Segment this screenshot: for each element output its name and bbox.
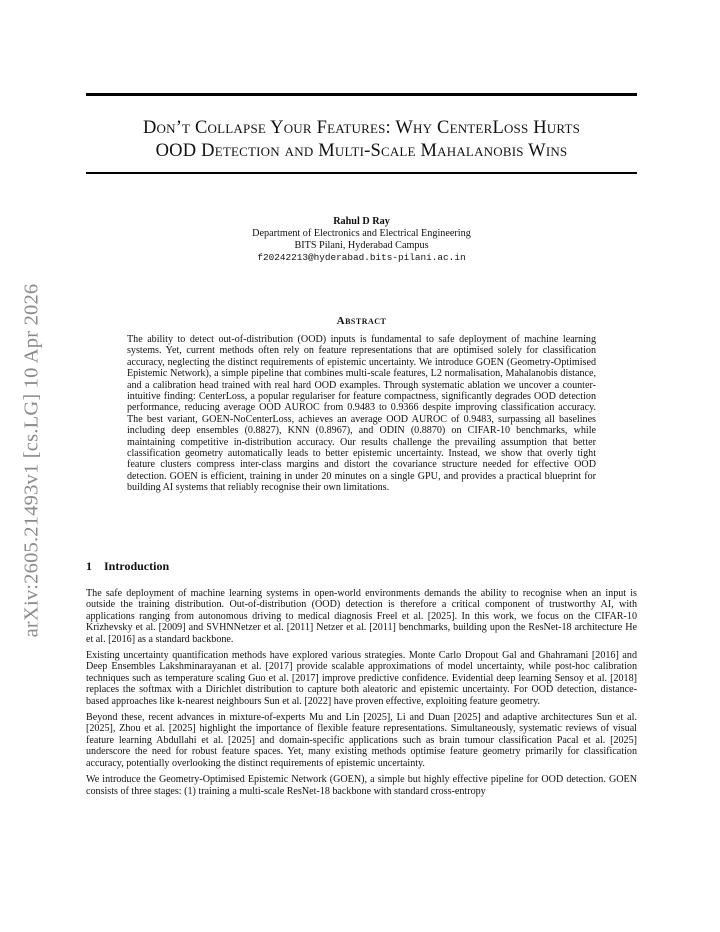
section-number: 1 — [86, 559, 92, 573]
arxiv-identifier-text: arXiv:2605.21493v1 [cs.LG] 10 Apr 2026 — [20, 283, 43, 637]
abstract-heading: Abstract — [336, 315, 387, 327]
paper-title — [86, 117, 637, 163]
section-heading-introduction — [86, 559, 169, 574]
section-title: Introduction — [104, 559, 170, 573]
title-bottom-rule — [86, 172, 637, 174]
author-email[interactable]: f20242213@hyderabad.bits-pilani.ac.in — [257, 252, 466, 263]
arxiv-identifier-stamp — [10, 260, 54, 660]
paper-title-line-1: Don’t Collapse Your Features: Why CenterLoss Hurts — [142, 118, 581, 138]
paper-title-line-2: OOD Detection and Multi-Scale Mahalanobis Wins — [155, 141, 568, 161]
introduction-paragraph: Beyond these, recent advances in mixture-of-experts Mu and Lin [2025], Li and Duan [2025] and adaptive architectures Sun et al. [2025], Zhou et al. [2025] highlight the importance of flexible feature representations. Simultaneously, systematic reviews of visual feature learning Abdullahi et al. [2025] and domain-specific applications such as brain tumour classification Pacal et al. [2025] underscore the need for robust feature spaces. Yet, many existing methods optimise feature geometry primarily for classification accuracy, potentially overlooking the distinct requirements of epistemic uncertainty. — [86, 712, 637, 769]
introduction-paragraph: Existing uncertainty quantification methods have explored various strategies. Monte Carlo Dropout Gal and Ghahramani [2016] and Deep Ensembles Lakshminarayanan et al. [2017] provide scalable approximations of model uncertainty, while post-hoc calibration techniques such as temperature scaling Guo et al. [2017] improve predictive confidence. Evidential deep learning Sensoy et al. [2018] replaces the softmax with a Dirichlet distribution to capture both aleatoric and epistemic uncertainty. For OOD detection, distance-based approaches like k-nearest neighbours Sun et al. [2022] have proven effective, exploiting feature geometry. — [86, 650, 637, 707]
author-institution: BITS Pilani, Hyderabad Campus — [294, 240, 429, 251]
author-department: Department of Electronics and Electrical Engineering — [252, 228, 471, 239]
introduction-body — [86, 588, 637, 802]
introduction-paragraph: The safe deployment of machine learning systems in open-world environments demands the ability to recognise when an input is outside the training distribution. Out-of-distribution (OOD) detection is therefore a critical component of trustworthy AI, with applications ranging from autonomous driving to medical diagnosis Freel et al. [2025]. In this work, we focus on the CIFAR-10 Krizhevsky et al. [2009] and SVHNNetzer et al. [2011] Netzer et al. [2011] benchmarks, building upon the ResNet-18 architecture He et al. [2016] as a standard backbone. — [86, 588, 637, 645]
author-name: Rahul D Ray — [333, 216, 390, 227]
introduction-paragraph: We introduce the Geometry-Optimised Epistemic Network (GOEN), a simple but highly effective pipeline for OOD detection. GOEN consists of three stages: (1) training a multi-scale ResNet-18 backbone with standard cross-entropy — [86, 774, 637, 797]
title-top-rule — [86, 93, 637, 96]
abstract-text: The ability to detect out-of-distribution (OOD) inputs is fundamental to safe deployment of machine learning systems. Yet, current methods often rely on feature representations that are optimised solely for classification accuracy, neglecting the distinct requirements of epistemic uncertainty. We introduce GOEN (Geometry-Optimised Epistemic Network), a simple pipeline that combines multi-scale features, L2 normalisation, Mahalanobis distance, and a calibration head trained with real hard OOD examples. Through systematic ablation we uncover a counter-intuitive finding: CenterLoss, a popular regulariser for feature compactness, significantly degrades OOD detection performance, reducing average OOD AUROC from 0.9483 to 0.9366 despite improving classification accuracy. The best variant, GOEN-NoCenterLoss, achieves an average OOD AUROC of 0.9483, surpassing all baselines including deep ensembles (0.8827), KNN (0.8967), and ODIN (0.8870) on CIFAR-10 benchmarks, while maintaining competitive in-distribution accuracy. Our results challenge the prevailing assumption that better classification geometry automatically leads to better epistemic uncertainty. Instead, we show that overly tight feature clusters compress inter-class margins and distort the covariance structure needed for effective OOD detection. GOEN is efficient, training in under 20 minutes on a single GPU, and provides a practical blueprint for building AI systems that reliably recognise their own limitations. — [127, 334, 596, 494]
author-block — [86, 216, 637, 264]
